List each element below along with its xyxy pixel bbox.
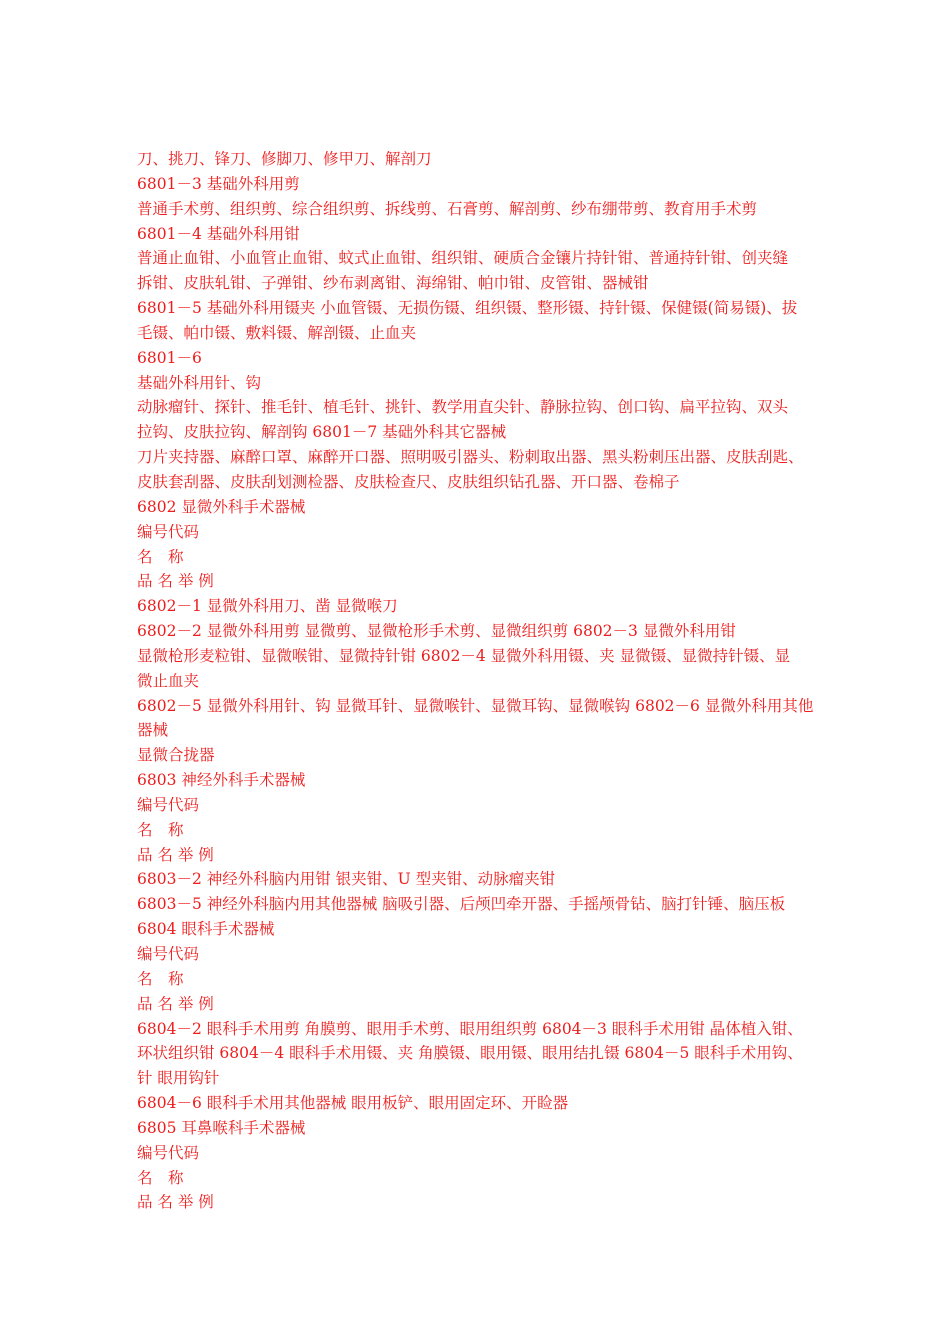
document-line: 名 称 <box>137 1168 184 1187</box>
document-line: 动脉瘤针、探针、推毛针、植毛针、挑针、教学用直尖针、静脉拉钩、创口钩、扁平拉钩、双头 <box>137 398 789 417</box>
document-line: 皮肤套刮器、皮肤刮划测检器、皮肤检查尺、皮肤组织钻孔器、开口器、卷棉子 <box>137 472 680 491</box>
document-line: 基础外科用针、钩 <box>137 373 262 392</box>
document-line: 6802－1 显微外科用刀、凿 显微喉刀 <box>137 597 398 616</box>
document-line: 6803－5 神经外科脑内用其他器械 脑吸引器、后颅凹牵开器、手摇颅骨钻、脑打针锤、脑压板 <box>137 895 786 914</box>
document-line: 毛镊、帕巾镊、敷料镊、解剖镊、止血夹 <box>137 323 417 342</box>
document-line: 编号代码 <box>137 1143 200 1162</box>
document-line: 编号代码 <box>137 795 200 814</box>
document-line: 显微合拢器 <box>137 746 215 765</box>
document-line: 刀、挑刀、锋刀、修脚刀、修甲刀、解剖刀 <box>137 150 432 168</box>
document-line: 普通止血钳、小血管止血钳、蚊式止血钳、组织钳、硬质合金镶片持针钳、普通持针钳、创夹缝 <box>137 249 789 268</box>
document-line: 名 称 <box>137 820 184 839</box>
document-line: 名 称 <box>137 547 184 566</box>
document-line: 器械 <box>137 721 169 740</box>
document-line: 6801－4 基础外科用钳 <box>137 224 300 243</box>
document-line: 品 名 举 例 <box>137 845 214 864</box>
document-line: 6802－2 显微外科用剪 显微剪、显微枪形手术剪、显微组织剪 6802－3 显微外科用钳 <box>137 622 736 641</box>
document-line: 拆钳、皮肤轧钳、子弹钳、纱布剥离钳、海绵钳、帕巾钳、皮管钳、器械钳 <box>137 274 649 293</box>
document-line: 6801－3 基础外科用剪 <box>137 174 300 193</box>
document-line: 6804 眼科手术器械 <box>137 920 275 939</box>
document-line: 拉钩、皮肤拉钩、解剖钩 6801－7 基础外科其它器械 <box>137 423 507 442</box>
document-line: 6804－2 眼科手术用剪 角膜剪、眼用手术剪、眼用组织剪 6804－3 眼科手术用钳 晶体植入钳、 <box>137 1019 803 1038</box>
document-line: 6802 显微外科手术器械 <box>137 497 306 516</box>
document-line: 6802－5 显微外科用针、钩 显微耳针、显微喉针、显微耳钩、显微喉钩 6802－6 显微外科用其他 <box>137 696 814 715</box>
document-line: 微止血夹 <box>137 671 200 690</box>
document-line: 6801－6 <box>137 348 202 367</box>
document-line: 编号代码 <box>137 945 200 963</box>
document-line: 品 名 举 例 <box>137 1193 214 1212</box>
document-line: 6804－6 眼科手术用其他器械 眼用板铲、眼用固定环、开睑器 <box>137 1094 569 1113</box>
document-line: 普通手术剪、组织剪、综合组织剪、拆线剪、石膏剪、解剖剪、纱布绷带剪、教育用手术剪 <box>137 199 758 218</box>
document-line: 品 名 举 例 <box>137 994 214 1013</box>
document-line: 显微枪形麦粒钳、显微喉钳、显微持针钳 6802－4 显微外科用镊、夹 显微镊、显微持针镊、显 <box>137 646 791 665</box>
document-text-block <box>137 147 847 1215</box>
document-line: 6805 耳鼻喉科手术器械 <box>137 1118 306 1137</box>
document-line: 6803－2 神经外科脑内用钳 银夹钳、U 型夹钳、动脉瘤夹钳 <box>137 870 556 889</box>
document-line: 环状组织钳 6804－4 眼科手术用镊、夹 角膜镊、眼用镊、眼用结扎镊 6804－5 眼科手术用钩、 <box>137 1044 803 1063</box>
document-line: 名 称 <box>137 969 184 988</box>
document-line: 品 名 举 例 <box>137 572 214 591</box>
document-line: 编号代码 <box>137 522 200 541</box>
document-line: 针 眼用钩针 <box>137 1069 220 1088</box>
document-line: 6801－5 基础外科用镊夹 小血管镊、无损伤镊、组织镊、整形镊、持针镊、保健镊(简易镊)、拔 <box>137 299 798 318</box>
document-line: 6803 神经外科手术器械 <box>137 771 306 790</box>
document-line: 刀片夹持器、麻醉口罩、麻醉开口器、照明吸引器头、粉刺取出器、黑头粉刺压出器、皮肤刮匙、 <box>137 448 804 467</box>
